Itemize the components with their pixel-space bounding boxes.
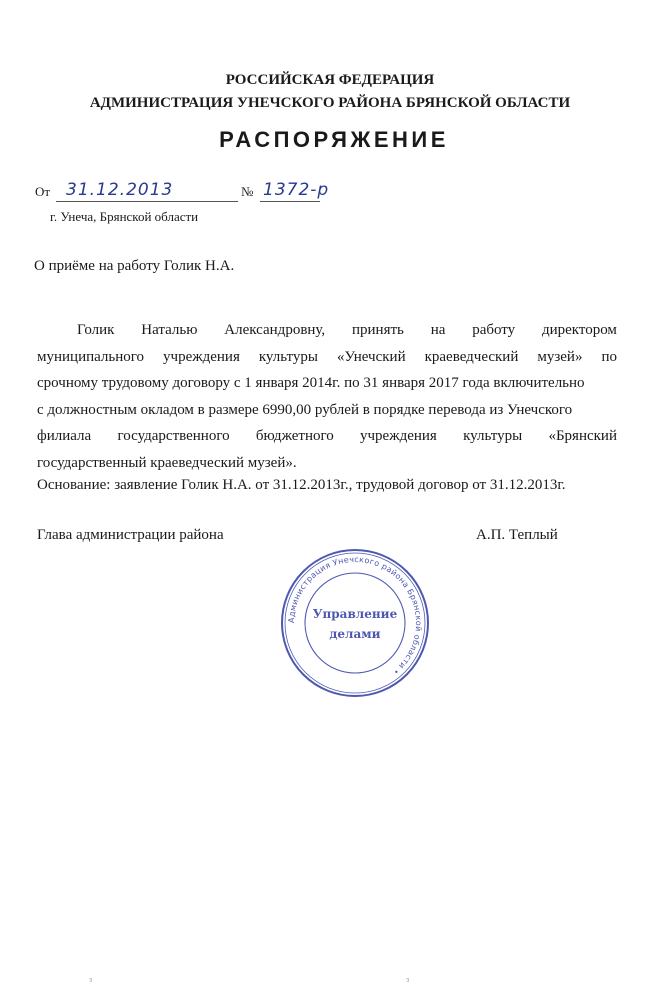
- official-stamp: [280, 548, 430, 698]
- body-word: на: [430, 322, 446, 338]
- signatory-name: А.П. Теплый: [476, 527, 558, 543]
- body-word: музей»: [537, 348, 583, 365]
- body-word: Голик: [77, 322, 115, 338]
- body-word: культуры: [258, 348, 318, 365]
- body-word: филиала: [37, 428, 92, 444]
- date-underline: [56, 201, 238, 202]
- body-word: работу: [472, 322, 516, 338]
- body-word: по: [601, 348, 617, 365]
- stamp-outer-ring-thin: [285, 553, 425, 693]
- body-line: с должностным окладом в размере 6990,00 рублей в порядке перевода из Унечского: [37, 401, 573, 418]
- number-underline: [260, 201, 320, 202]
- stamp-inner-line2: делами: [329, 627, 381, 641]
- stamp-inner-ring: [305, 573, 405, 673]
- body-word: краеведческий: [424, 348, 519, 365]
- document-body: [37, 317, 617, 476]
- date-label: От: [35, 184, 51, 199]
- body-line: государственный краеведческий музей».: [37, 454, 297, 471]
- place-of-issue: г. Унеча, Брянской области: [50, 209, 199, 224]
- date-value: 31.12.2013: [66, 180, 174, 200]
- body-line: [37, 317, 617, 344]
- header-administration: АДМИНИСТРАЦИЯ УНЕЧСКОГО РАЙОНА БРЯНСКОЙ ОБЛАСТИ: [89, 95, 571, 111]
- body-word: культуры: [463, 428, 523, 444]
- body-word: бюджетного: [255, 428, 334, 444]
- body-word: «Унечский: [336, 348, 406, 365]
- stamp-inner-line1: Управление: [312, 607, 398, 621]
- body-word: директором: [541, 322, 617, 338]
- body-line: срочному трудовому договору с 1 января 2014г. по 31 января 2017 года включительно: [37, 375, 585, 391]
- signatory-title: Глава администрации района: [37, 527, 224, 543]
- body-word: государственного: [117, 428, 230, 444]
- body-line: [37, 344, 617, 371]
- footer-mark-left: з: [89, 975, 93, 984]
- stamp-outer-ring: [282, 550, 428, 696]
- body-word: муниципального: [37, 348, 145, 365]
- body-word: учреждения: [360, 428, 437, 444]
- body-word: Наталью: [141, 322, 198, 338]
- body-line: [37, 423, 617, 450]
- body-word: «Брянский: [548, 428, 617, 444]
- stamp-outer-text: Администрация Унечского района Брянской области •: [286, 554, 424, 677]
- document-subject: О приёме на работу Голик Н.А.: [34, 258, 235, 274]
- number-label: №: [241, 184, 254, 199]
- number-value: 1372-р: [263, 180, 330, 200]
- body-word: принять: [351, 322, 404, 338]
- header-country: РОССИЙСКАЯ ФЕДЕРАЦИЯ: [225, 72, 435, 88]
- body-word: учреждения: [163, 348, 240, 365]
- basis-line: Основание: заявление Голик Н.А. от 31.12.2013г., трудовой договор от 31.12.2013г.: [37, 477, 566, 493]
- body-word: Александровну,: [224, 322, 326, 338]
- document-title: РАСПОРЯЖЕНИЕ: [219, 127, 449, 152]
- footer-mark-right: з: [406, 975, 410, 984]
